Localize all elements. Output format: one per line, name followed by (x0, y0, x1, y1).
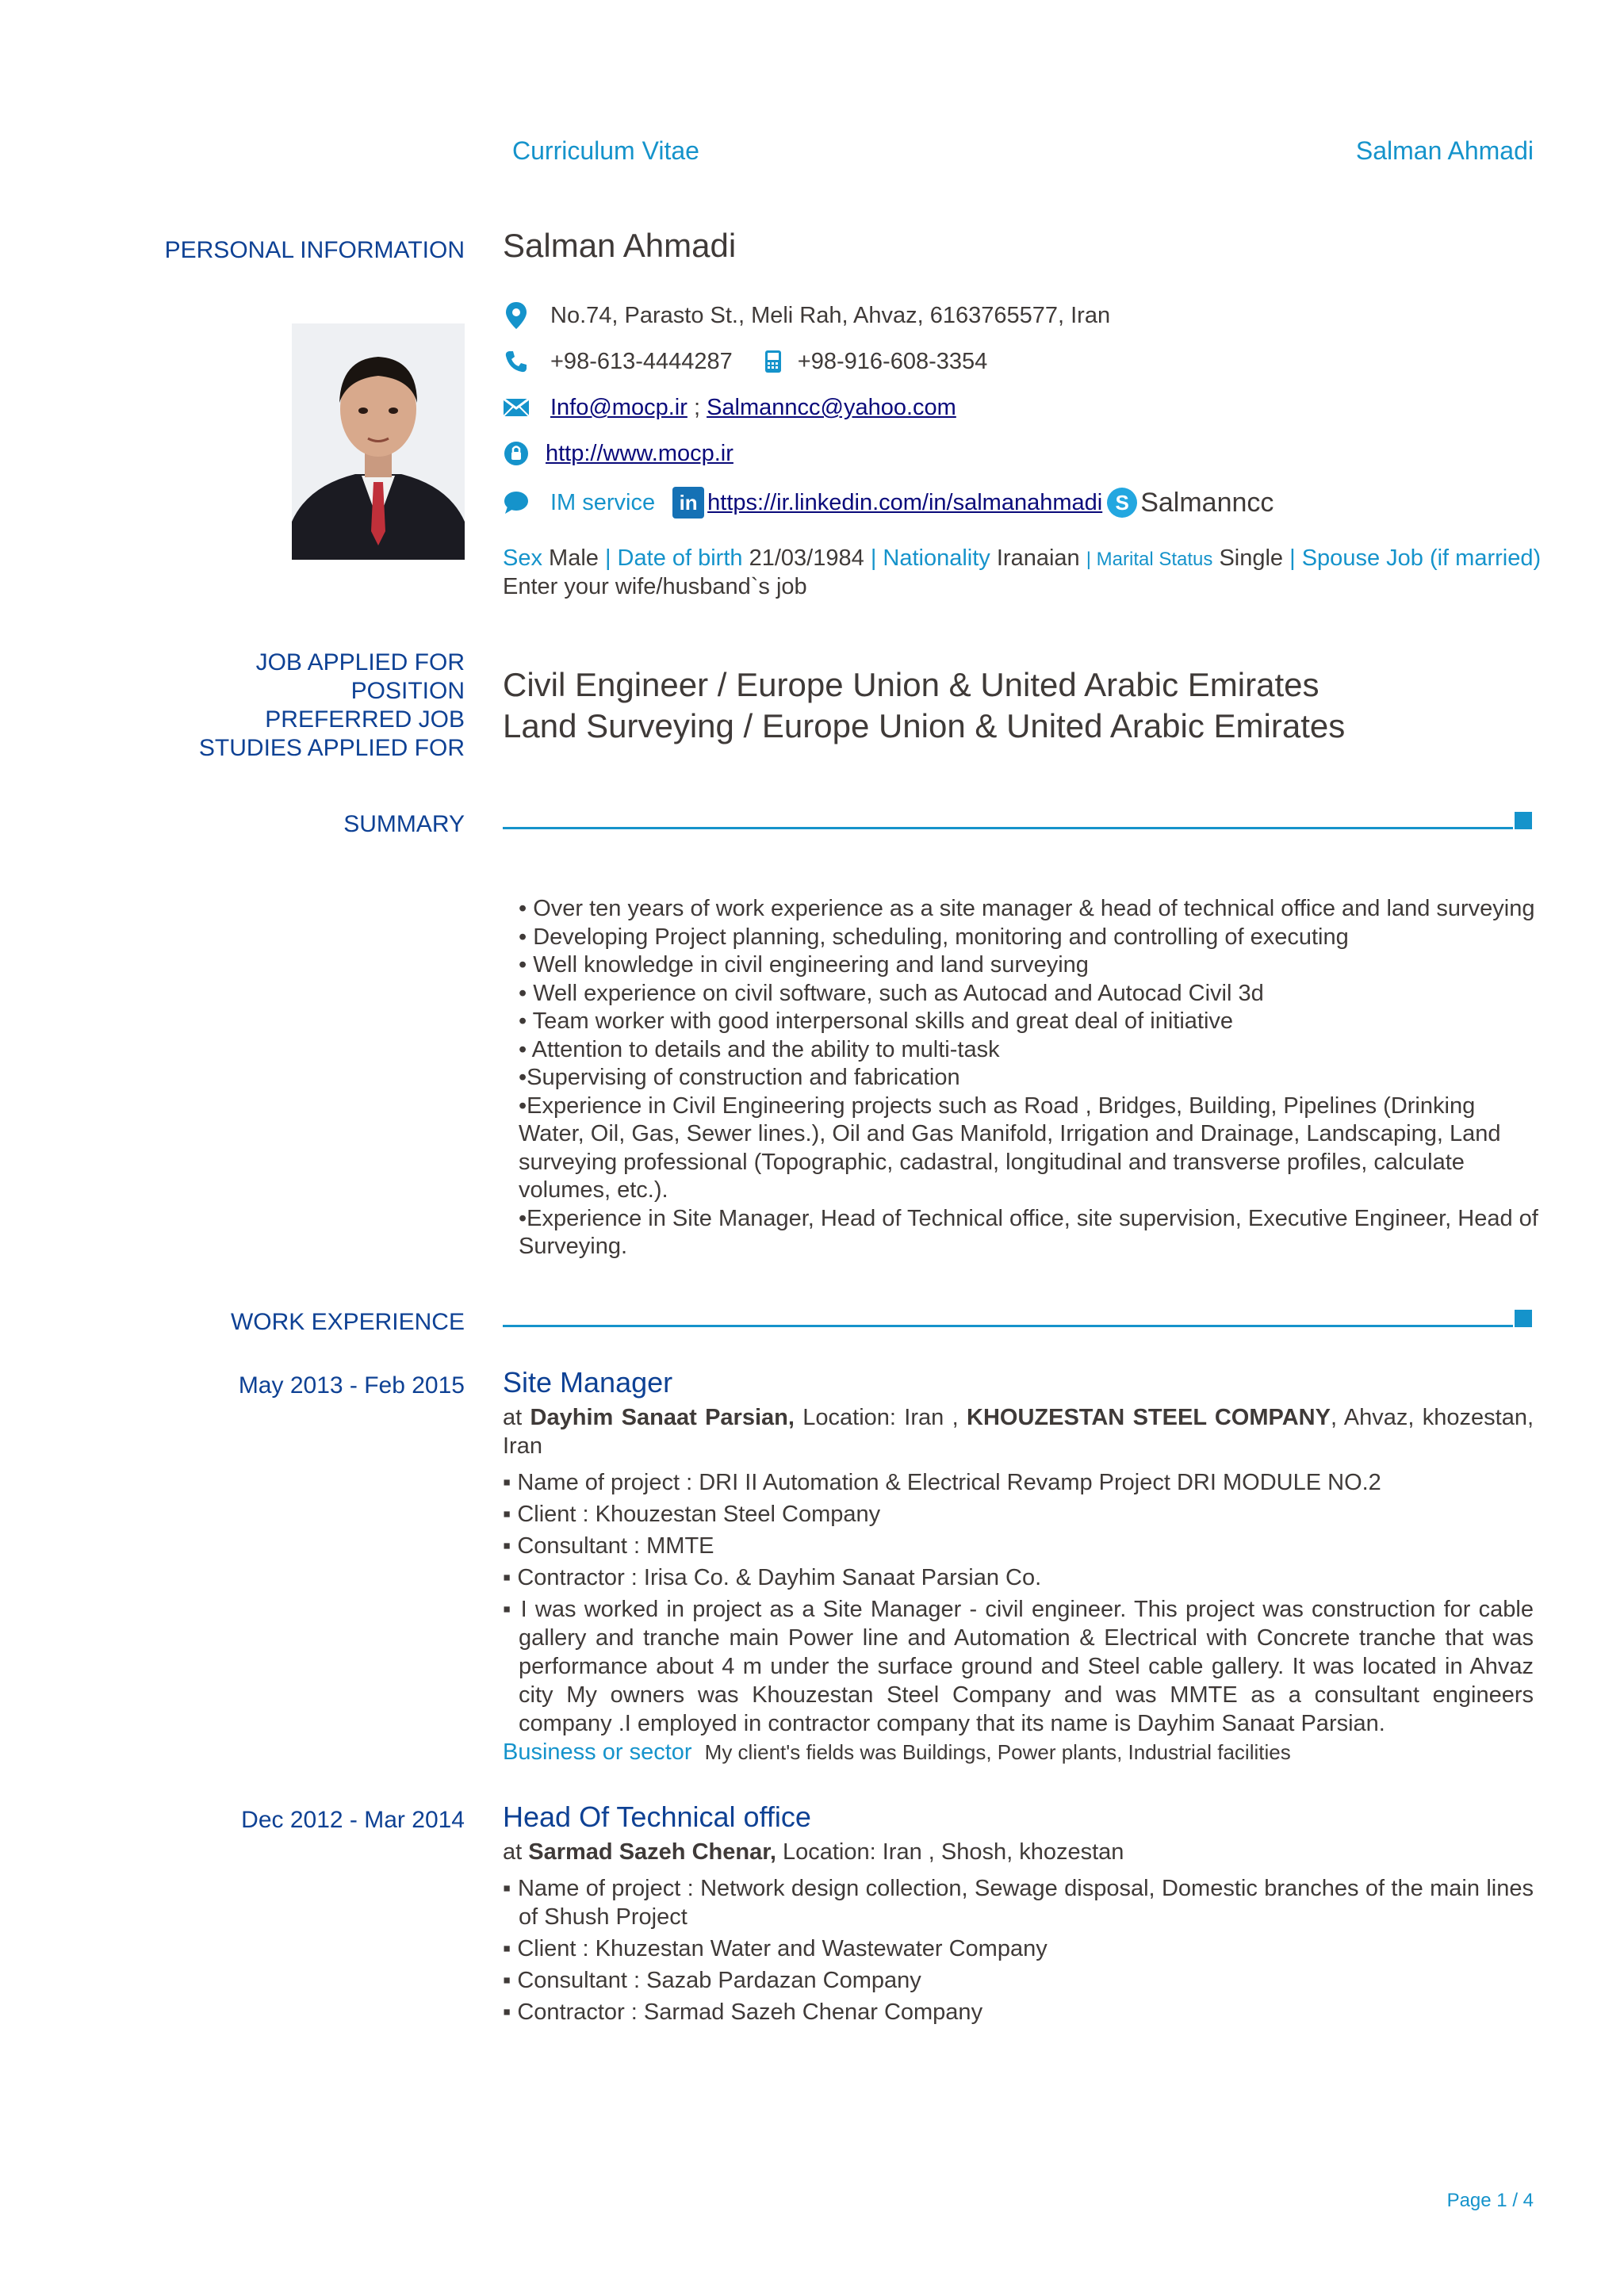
mobile-number: +98-916-608-3354 (797, 349, 988, 374)
dob-label: | Date of birth (604, 545, 743, 571)
job-applied-line-2: Land Surveying / Europe Union & United Arabic Emirates (503, 707, 1346, 744)
job-bullet: ▪ Contractor : Sarmad Sazeh Chenar Company (503, 1999, 983, 2025)
job-bullets (503, 1468, 1534, 1738)
dob-value: 21/03/1984 (749, 545, 864, 571)
job-applied-label: JOB APPLIED FOR (255, 649, 465, 675)
job-employer-line (503, 1403, 1534, 1460)
profile-photo (292, 323, 465, 560)
email-separator: ; (687, 395, 707, 420)
summary-divider-marker (1515, 812, 1532, 829)
full-name: Salman Ahmadi (503, 227, 737, 264)
im-row (503, 487, 1274, 519)
phone-row (503, 347, 987, 376)
phone-icon (503, 348, 530, 375)
business-sector-value: My client's fields was Buildings, Power plants, Industrial facilities (704, 1740, 1291, 1764)
email-link-2[interactable]: Salmanncc@yahoo.com (707, 395, 956, 420)
job-location-2: , Ahvaz, khozestan, Iran (503, 1405, 1534, 1459)
job-employer: Sarmad Sazeh Chenar, (528, 1839, 776, 1865)
linkedin-link[interactable]: https://ir.linkedin.com/in/salmanahmadi (707, 490, 1103, 515)
work-divider-marker (1515, 1310, 1532, 1327)
personal-info-label: PERSONAL INFORMATION (164, 237, 465, 263)
personal-details-row (503, 544, 1541, 574)
website-row (503, 439, 733, 468)
im-service-label: IM service (550, 490, 656, 515)
job-entry (503, 1800, 1534, 2026)
summary-item: • Developing Project planning, scheduling, monitoring and controlling of executing (519, 924, 1349, 950)
job-bullets (503, 1874, 1534, 2026)
job-bullet: ▪ Client : Khuzestan Water and Wastewater Company (503, 1936, 1048, 1961)
job-bullet: ▪ Consultant : Sazab Pardazan Company (503, 1968, 921, 1993)
job-location: Location: Iran , Shosh, khozestan (776, 1839, 1124, 1865)
job-entry (503, 1365, 1534, 1766)
mobile-icon (760, 348, 787, 375)
job-bullet: ▪ Contractor : Irisa Co. & Dayhim Sanaat Parsian Co. (503, 1565, 1042, 1590)
job-dates: May 2013 - Feb 2015 (238, 1372, 465, 1399)
work-experience-label: WORK EXPERIENCE (230, 1309, 465, 1335)
job-employer: Dayhim Sanaat Parsian, (530, 1405, 795, 1430)
page-number: Page 1 / 4 (1446, 2190, 1534, 2211)
address: No.74, Parasto St., Meli Rah, Ahvaz, 6163765577, Iran (550, 303, 1111, 328)
im-chat-icon (503, 489, 530, 516)
preferred-job-label: PREFERRED JOB (265, 706, 465, 733)
marital-value: Single (1219, 545, 1284, 571)
job-bullet: ▪ Client : Khouzestan Steel Company (503, 1502, 881, 1527)
job-title: Head Of Technical office (503, 1800, 811, 1833)
email-row (503, 393, 956, 422)
skype-id: Salmanncc (1140, 488, 1274, 518)
job-title: Site Manager (503, 1366, 673, 1399)
job-employer-line (503, 1838, 1534, 1866)
summary-item: • Well experience on civil software, such as Autocad and Autocad Civil 3d (519, 980, 1264, 1006)
position-label: POSITION (350, 678, 465, 704)
summary-label: SUMMARY (343, 811, 465, 837)
header-title: Curriculum Vitae (512, 136, 699, 165)
work-divider (503, 1325, 1513, 1327)
website-link[interactable]: http://www.mocp.ir (546, 441, 733, 466)
summary-item: •Supervising of construction and fabrication (519, 1065, 960, 1090)
sex-value: Male (549, 545, 599, 571)
summary-divider (503, 827, 1513, 829)
job-location: Location: Iran , (794, 1405, 967, 1430)
address-row (503, 301, 1110, 330)
website-icon (503, 440, 530, 467)
summary-item: •Experience in Civil Engineering projects such as Road , Bridges, Building, Pipelines (Drinking Water, Oil, Gas, Sewer lines.), Oil and Gas Manifold, Irrigation and Drainage, Landscaping, Land surveying professional (Topographic, cadastral, longitudinal and transverse profiles, calculate volumes, etc.). (519, 1093, 1501, 1203)
business-sector (503, 1738, 1534, 1766)
job-at: at (503, 1839, 529, 1865)
job-applied-line-1: Civil Engineer / Europe Union & United Arabic Emirates (503, 666, 1320, 703)
nationality-value: Iranaian (996, 545, 1080, 571)
job-bullet: ▪ Consultant : MMTE (503, 1533, 714, 1559)
summary-list (519, 895, 1542, 1261)
email-icon (503, 394, 530, 421)
email-link-1[interactable]: Info@mocp.ir (550, 395, 688, 420)
marital-label: | Marital Status (1086, 549, 1213, 570)
business-sector-label: Business or sector (503, 1739, 692, 1765)
studies-applied-label: STUDIES APPLIED FOR (198, 735, 465, 761)
summary-item: • Team worker with good interpersonal skills and great deal of initiative (519, 1008, 1234, 1034)
job-dates: Dec 2012 - Mar 2014 (241, 1807, 465, 1833)
location-pin-icon (503, 302, 530, 329)
summary-item: • Over ten years of work experience as a site manager & head of technical office and land surveying (519, 896, 1535, 921)
sex-label: Sex (503, 545, 542, 571)
job-company: KHOUZESTAN STEEL COMPANY (967, 1405, 1331, 1430)
spouse-job: Enter your wife/husband`s job (503, 574, 807, 599)
header-name: Salman Ahmadi (1355, 136, 1534, 165)
summary-item: •Experience in Site Manager, Head of Technical office, site supervision, Executive Engineer, Head of Surveying. (519, 1205, 1538, 1259)
job-at: at (503, 1405, 530, 1430)
job-bullet: ▪ Name of project : DRI II Automation & Electrical Revamp Project DRI MODULE NO.2 (503, 1470, 1381, 1495)
job-bullet: ▪ Name of project : Network design collection, Sewage disposal, Domestic branches of the main lines of Shush Project (503, 1876, 1534, 1930)
spouse-label: | Spouse Job (if married) (1289, 545, 1542, 571)
phone-number: +98-613-4444287 (550, 349, 733, 374)
job-bullet: ▪ I was worked in project as a Site Manager - civil engineer. This project was construction for cable gallery and tranche main Power line and Automation & Electrical with Concrete tranche that was performance about 4 m under the surface ground and Steel cable gallery. It was located in Ahvaz city My owners was Khouzestan Steel Company and was MMTE as a consultant engineers company .I employed in contractor company that its name is Dayhim Sanaat Parsian. (503, 1597, 1534, 1736)
nationality-label: | Nationality (870, 545, 990, 571)
summary-item: • Attention to details and the ability to multi-task (519, 1036, 1000, 1062)
skype-icon: S (1107, 488, 1137, 518)
linkedin-icon: in (672, 487, 704, 519)
summary-item: • Well knowledge in civil engineering and land surveying (519, 952, 1089, 978)
